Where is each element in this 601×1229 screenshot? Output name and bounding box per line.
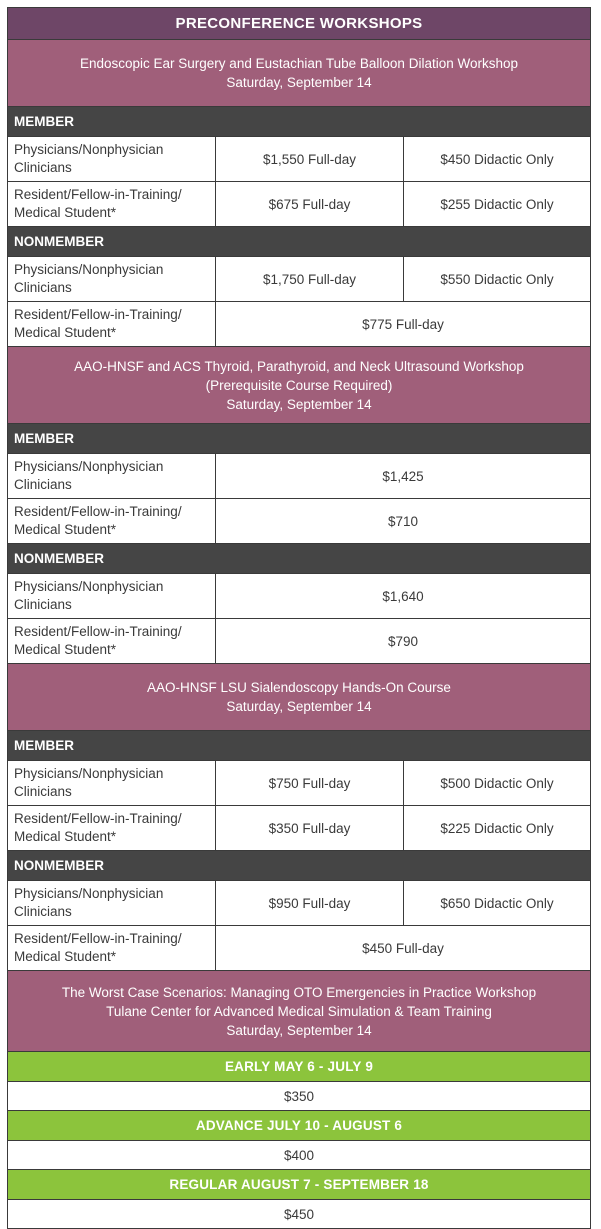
attendee-type-line: Physicians/Nonphysician	[14, 766, 164, 781]
tier-price: $400	[8, 1141, 590, 1170]
workshop-header	[8, 40, 590, 107]
workshop-header-line: The Worst Case Scenarios: Managing OTO Emergencies in Practice Workshop	[61, 984, 537, 1000]
attendee-type-cell	[8, 182, 216, 226]
attendee-type-cell	[8, 137, 216, 181]
didactic-price: $650 Didactic Only	[440, 895, 554, 911]
attendee-type-cell	[8, 257, 216, 301]
category-row: MEMBER	[8, 731, 590, 761]
price-cell: $775 Full-day	[362, 316, 444, 332]
didactic-price: $500 Didactic Only	[440, 775, 554, 791]
category-row: NONMEMBER	[8, 544, 590, 574]
table-row	[8, 806, 590, 851]
category-row: NONMEMBER	[8, 227, 590, 257]
attendee-type-line: Resident/Fellow-in-Training/	[14, 931, 182, 946]
attendee-type-line: Clinicians	[14, 477, 72, 492]
price-cell: $710	[387, 513, 419, 529]
workshop-header	[8, 971, 590, 1052]
attendee-type-cell	[8, 619, 216, 663]
workshop-header-line: Saturday, September 14	[226, 396, 372, 412]
workshop-header	[8, 664, 590, 731]
full-day-price: $950 Full-day	[216, 881, 404, 925]
attendee-type-line: Physicians/Nonphysician	[14, 459, 164, 474]
workshop-header-line: Tulane Center for Advanced Medical Simulation & Team Training	[106, 1003, 492, 1019]
attendee-type-line: Resident/Fellow-in-Training/	[14, 307, 182, 322]
full-day-price: $675 Full-day	[216, 182, 404, 226]
full-day-price: $750 Full-day	[216, 761, 404, 805]
workshop-header-line: Endoscopic Ear Surgery and Eustachian Tube Balloon Dilation Workshop	[79, 56, 518, 71]
attendee-type-line: Clinicians	[14, 784, 72, 799]
workshop-header-line: (Prerequisite Course Required)	[205, 377, 393, 393]
workshop-header-line: AAO-HNSF LSU Sialendoscopy Hands-On Course	[147, 680, 451, 695]
attendee-type-cell	[8, 454, 216, 498]
price-cell: $1,425	[382, 468, 424, 484]
full-day-price: $1,550 Full-day	[216, 137, 404, 181]
attendee-type-cell	[8, 574, 216, 618]
attendee-type-line: Medical Student*	[14, 642, 117, 657]
attendee-type-line: Clinicians	[14, 280, 72, 295]
table-row	[8, 302, 590, 347]
category-row: MEMBER	[8, 107, 590, 137]
attendee-type-cell	[8, 499, 216, 543]
workshop-header	[8, 347, 590, 424]
table-row	[8, 574, 590, 619]
workshop-header-line: Saturday, September 14	[226, 1022, 372, 1038]
table-row	[8, 881, 590, 926]
attendee-type-line: Medical Student*	[14, 522, 117, 537]
attendee-type-cell	[8, 806, 216, 850]
attendee-type-line: Physicians/Nonphysician	[14, 886, 164, 901]
attendee-type-line: Resident/Fellow-in-Training/	[14, 187, 182, 202]
full-day-price: $350 Full-day	[216, 806, 404, 850]
attendee-type-line: Physicians/Nonphysician	[14, 262, 164, 277]
pricing-table	[7, 7, 591, 1229]
attendee-type-line: Medical Student*	[14, 829, 117, 844]
registration-tier: ADVANCE JULY 10 - AUGUST 6	[8, 1111, 590, 1141]
registration-tier: EARLY MAY 6 - JULY 9	[8, 1052, 590, 1082]
workshop-header-line: AAO-HNSF and ACS Thyroid, Parathyroid, and Neck Ultrasound Workshop	[74, 358, 524, 374]
table-row	[8, 137, 590, 182]
category-row: MEMBER	[8, 424, 590, 454]
attendee-type-line: Resident/Fellow-in-Training/	[14, 624, 182, 639]
tier-price: $450	[8, 1200, 590, 1229]
category-row: NONMEMBER	[8, 851, 590, 881]
table-row	[8, 182, 590, 227]
workshop-header-line: Saturday, September 14	[226, 699, 372, 714]
attendee-type-cell	[8, 761, 216, 805]
price-cell: $790	[387, 633, 419, 649]
attendee-type-line: Resident/Fellow-in-Training/	[14, 504, 182, 519]
workshop-header-line: Saturday, September 14	[226, 75, 372, 90]
attendee-type-line: Medical Student*	[14, 325, 117, 340]
attendee-type-line: Physicians/Nonphysician	[14, 142, 164, 157]
table-row	[8, 619, 590, 664]
registration-tier: REGULAR AUGUST 7 - SEPTEMBER 18	[8, 1170, 590, 1200]
table-row	[8, 761, 590, 806]
attendee-type-line: Resident/Fellow-in-Training/	[14, 811, 182, 826]
table-row	[8, 257, 590, 302]
didactic-price: $255 Didactic Only	[440, 196, 554, 212]
attendee-type-cell	[8, 881, 216, 925]
table-row	[8, 926, 590, 971]
price-cell: $450 Full-day	[362, 940, 444, 956]
didactic-price: $550 Didactic Only	[440, 271, 554, 287]
attendee-type-line: Clinicians	[14, 904, 72, 919]
table-body	[8, 40, 590, 1229]
table-row	[8, 499, 590, 544]
table-title: PRECONFERENCE WORKSHOPS	[8, 8, 590, 40]
attendee-type-line: Medical Student*	[14, 949, 117, 964]
attendee-type-cell	[8, 302, 216, 346]
didactic-price: $450 Didactic Only	[440, 151, 554, 167]
full-day-price: $1,750 Full-day	[216, 257, 404, 301]
tier-price: $350	[8, 1082, 590, 1111]
didactic-price: $225 Didactic Only	[440, 820, 554, 836]
attendee-type-line: Physicians/Nonphysician	[14, 579, 164, 594]
attendee-type-line: Medical Student*	[14, 205, 117, 220]
attendee-type-line: Clinicians	[14, 597, 72, 612]
attendee-type-line: Clinicians	[14, 160, 72, 175]
attendee-type-cell	[8, 926, 216, 970]
table-row	[8, 454, 590, 499]
price-cell: $1,640	[382, 588, 424, 604]
